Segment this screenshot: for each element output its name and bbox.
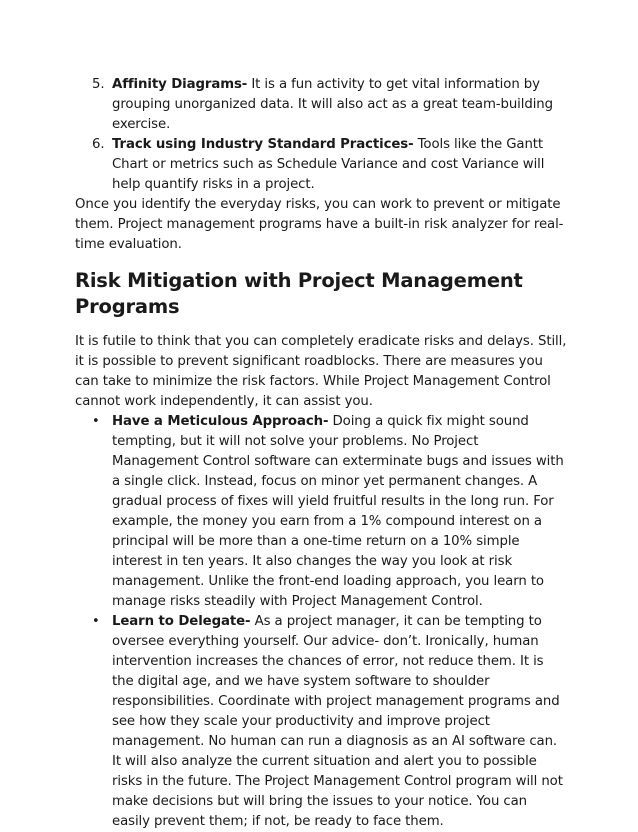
bullet-marker: • <box>92 614 100 629</box>
paragraph: It is futile to think that you can completely eradicate risks and delays. Still, it is possible to prevent significant roadblocks. There are measures you can take to minimize the risk factors. While Project Management Control cannot work independently, it can assist you. <box>75 334 567 409</box>
bullet-marker: • <box>92 414 100 429</box>
list-item-title: Track using Industry Standard Practices- <box>112 137 414 152</box>
list-item <box>75 135 567 195</box>
paragraph: Once you identify the everyday risks, you can work to prevent or mitigate them. Project management programs have a built-in risk analyzer for real-time evaluation. <box>75 197 564 252</box>
section-heading: Risk Mitigation with Project Management Programs <box>75 269 523 318</box>
list-item-text: As a project manager, it can be tempting to oversee everything yourself. Our advice- don’t. Ironically, human intervention increases the chances of error, not reduce them. It is the digital age, and we have system software to shoulder responsibilities. Coordinate with project management programs and see how they scale your productivity and improve project management. No human can run a diagnosis as an AI software can. It will also analyze the current situation and alert you to possible risks in the future. The Project Management Control program will not make decisions but will bring the issues to your notice. You can easily prevent them; if not, be ready to face them. <box>112 614 563 829</box>
list-item <box>75 75 567 135</box>
list-item-text: Doing a quick fix might sound tempting, but it will not solve your problems. No Project Management Control software can exterminate bugs and issues with a single click. Instead, focus on minor yet permanent changes. A gradual process of fixes will yield fruitful results in the long run. For example, the money you earn from a 1% compound interest on a principal will be more than a one-time return on a 10% simple interest in ten years. It also changes the way you look at risk management. Unlike the front-end loading approach, you learn to manage risks steadily with Project Management Control. <box>112 414 564 609</box>
list-item <box>75 412 567 612</box>
list-item-title: Affinity Diagrams- <box>112 77 248 92</box>
list-item-title: Have a Meticulous Approach- <box>112 414 329 429</box>
bullet-list <box>75 412 567 832</box>
list-item-text: Tools like the Gantt Chart or metrics such as Schedule Variance and cost Variance will help quantify risks in a project. <box>112 137 545 192</box>
list-item-text: It is a fun activity to get vital information by grouping unorganized data. It will also act as a great team-building exercise. <box>112 77 553 132</box>
list-marker: 6. <box>92 137 105 152</box>
list-item <box>75 612 567 832</box>
list-marker: 5. <box>92 77 105 92</box>
document-content <box>75 75 567 832</box>
list-item-title: Learn to Delegate- <box>112 614 251 629</box>
numbered-list <box>75 75 567 195</box>
